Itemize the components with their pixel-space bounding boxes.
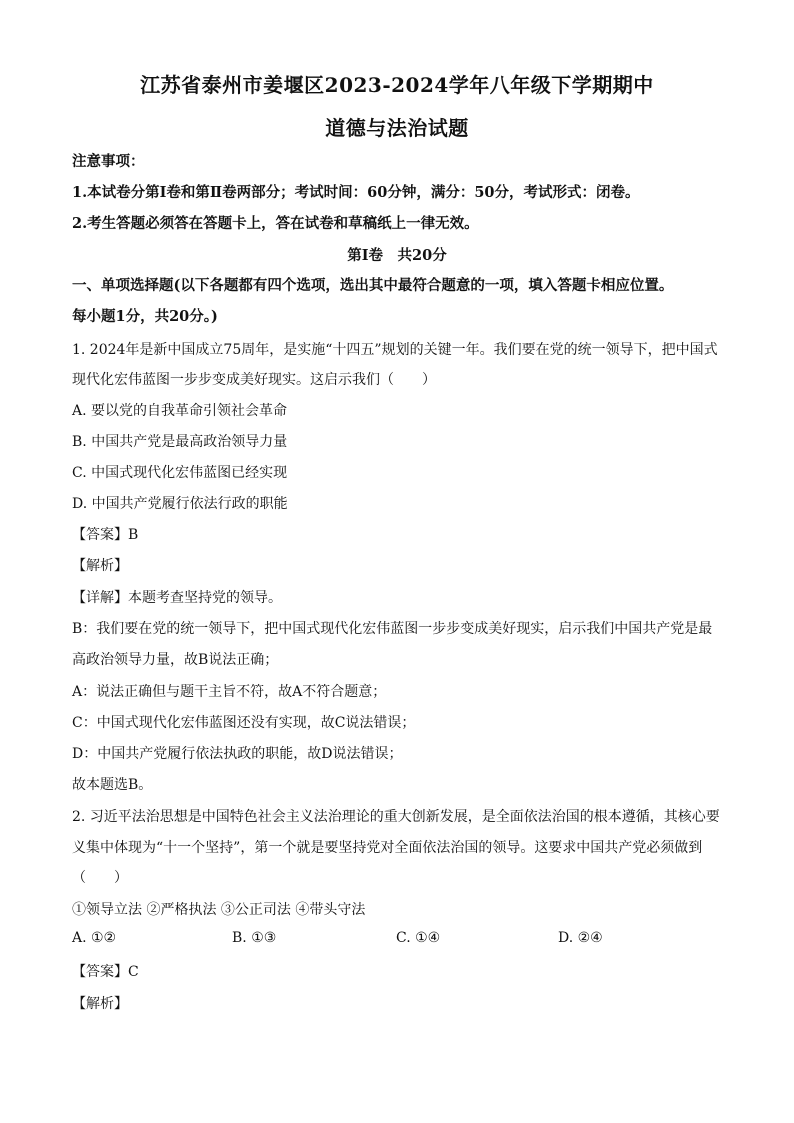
- q1-explanation-c: C：中国式现代化宏伟蓝图还没有实现，故C说法错误；: [72, 715, 416, 731]
- q1-detail: 【详解】本题考查坚持党的领导。: [72, 590, 282, 606]
- section-heading: 第Ⅰ卷 共20分: [347, 247, 447, 264]
- q2-stem-line-2: 义集中体现为“十一个坚持”，第一个就是要坚持党对全面依法治国的领导。这要求中国共产党必须做到: [72, 840, 703, 856]
- q2-answer: 【答案】C: [72, 964, 139, 980]
- q1-option-d: D. 中国共产党履行依法行政的职能: [72, 496, 288, 512]
- q1-analysis-label: 【解析】: [72, 558, 128, 574]
- section-instruction-1: 一、单项选择题(以下各题都有四个选项，选出其中最符合题意的一项，填入答题卡相应位置。: [72, 277, 674, 294]
- q1-explanation-b-1: B：我们要在党的统一领导下，把中国式现代化宏伟蓝图一步步变成美好现实，启示我们中国共产党是最: [72, 621, 713, 637]
- q1-explanation-b-2: 高政治领导力量，故B说法正确；: [72, 652, 279, 668]
- notice-heading: 注意事项：: [72, 153, 145, 170]
- q2-analysis-label: 【解析】: [72, 996, 128, 1012]
- notice-item-2: 2.考生答题必须答在答题卡上，答在试卷和草稿纸上一律无效。: [72, 215, 479, 232]
- q2-option-a: A. ①②: [72, 930, 117, 946]
- section-instruction-2: 每小题1分，共20分。): [72, 308, 218, 325]
- q1-explanation-a: A：说法正确但与题干主旨不符，故A不符合题意；: [72, 684, 387, 700]
- q2-option-b: B. ①③: [232, 930, 277, 946]
- q1-option-a: A. 要以党的自我革命引领社会革命: [72, 403, 288, 419]
- q2-stem-line-1: 2. 习近平法治思想是中国特色社会主义法治理论的重大创新发展，是全面依法治国的根本遵循，其核心要: [72, 809, 720, 825]
- q2-items: ①领导立法 ②严格执法 ③公正司法 ④带头守法: [72, 902, 366, 918]
- exam-title: 江苏省泰州市姜堰区2023-2024学年八年级下学期期中: [140, 73, 654, 97]
- exam-subtitle: 道德与法治试题: [325, 116, 469, 140]
- q2-option-c: C. ①④: [396, 930, 441, 946]
- q1-option-c: C. 中国式现代化宏伟蓝图已经实现: [72, 465, 288, 481]
- q1-stem-line-1: 1. 2024年是新中国成立75周年，是实施“十四五”规划的关键一年。我们要在党的统一领导下，把中国式: [72, 342, 718, 358]
- notice-item-1: 1.本试卷分第Ⅰ卷和第Ⅱ卷两部分；考试时间：60分钟，满分：50分，考试形式：闭卷。: [72, 184, 640, 201]
- q1-answer: 【答案】B: [72, 527, 139, 543]
- q1-stem-line-2: 现代化宏伟蓝图一步步变成美好现实。这启示我们（ ）: [72, 372, 436, 388]
- q1-option-b: B. 中国共产党是最高政治领导力量: [72, 434, 288, 450]
- q1-explanation-d: D：中国共产党履行依法执政的职能，故D说法错误；: [72, 746, 403, 762]
- q2-option-d: D. ②④: [558, 930, 603, 946]
- q1-conclusion: 故本题选B。: [72, 777, 153, 793]
- q2-stem-line-3: （ ）: [72, 870, 128, 886]
